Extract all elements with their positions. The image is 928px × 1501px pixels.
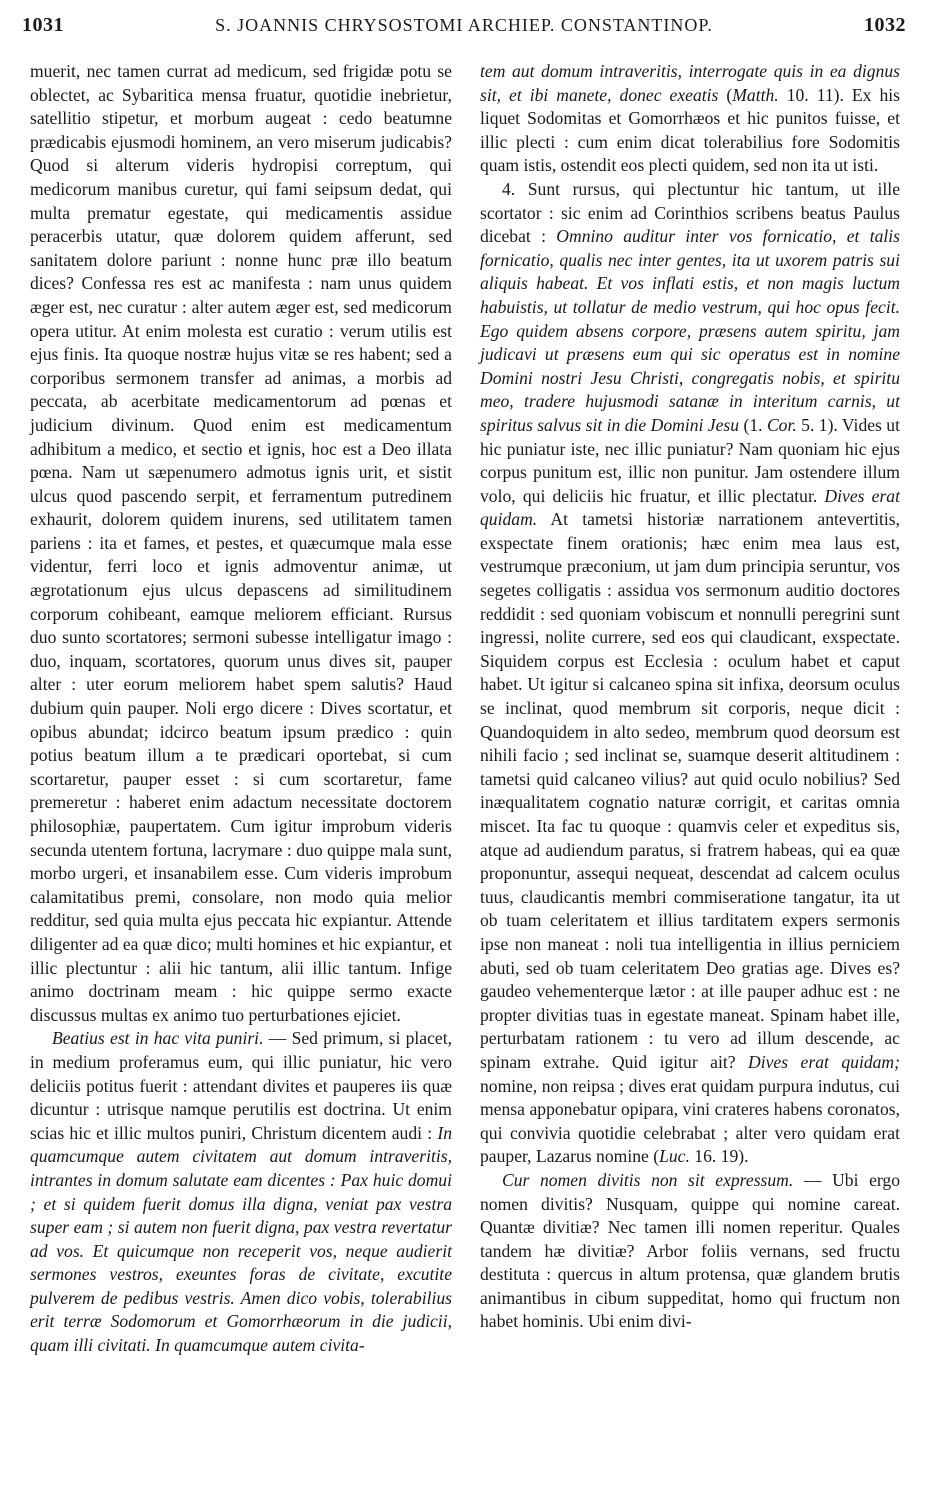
text-run: 4. Sunt rursus, qui plectuntur hic tantum, ut ille scortator : sic enim ad Corinthios scribens beatus Paulus dicebat :	[480, 178, 900, 247]
italic-text-run: In quamcumque autem civitatem aut domum intraveritis, intrantes in domum salutate eam dicentes : Pax huic domui ; et si quidem fuerit domus illa digna, veniat pax vestra super eam ; si autem non fuerit digna, pax vestra revertatur ad vos. Et quicumque non receperit vos, neque audierit sermones vestros, exeuntes foras de civitate, excutite pulverem de pedibus vestris. Amen dico vobis, tolerabilius erit terræ Sodomorum et Gomorrhæorum in die judicii, quam illi civitati. In quamcumque autem civita-	[30, 1122, 452, 1356]
right-page-number: 1032	[864, 14, 906, 36]
text-run: At tametsi historiæ narrationem antevertitis, exspectate finem orationis; hæc enim mea laus est, vestrumque præconium, ut jam dum principia seruntur, vos segetes colligatis : assidua vos sermonum auditio doctores reddidit : sed quoniam vobiscum et nonnulli peregrini sunt ingressi, nolite currere, sed eos qui claudicant, exspectate. Siquidem corpus est Ecclesia : oculum habet et caput habet. Ut igitur si calcaneo spina sit infixa, deorsum oculus se inclinat, quod membrum sit corporis, neque dicit : Quandoquidem in alto sedeo, membrum quod deorsum est nihili facio ; sed inclinat se, suamque deserit altitudinem : tametsi quid calcaneo vilius? aut quid oculo nobilius? Sed inæqualitatem cognatio naturæ corrigit, et caritas omnia miscet. Ita fac tu quoque : quamvis celer et expeditus sis, atque ad audiendum paratus, si fratrem habeas, qui ea quæ proponuntur, assequi nequeat, descendat ad calcem oculus tuus, claudicantis membri commiseratione tangatur, ita ut ob tuam celeritatem et illius tarditatem expers sermonis ipse non maneat : noli tua intelligentia in illius perniciem abuti, sed ob tuam celeritatem Deo gratias age. Dives es? gaudeo vehementerque lætor : at ille pauper adhuc est : ne propter divitias tuas in egestate maneat. Spinam habet ille, perturbatam rationem : tu vero ad illum descende, ac spinam extrahe. Quid igitur ait?	[480, 509, 900, 1072]
page-header	[22, 14, 906, 50]
text-run: (	[718, 84, 733, 105]
italic-text-run: Cor.	[766, 414, 797, 435]
italic-text-run: Matth.	[732, 84, 779, 105]
italic-text-run: Dives erat quidam;	[748, 1051, 900, 1072]
text-run: (1.	[739, 414, 767, 435]
italic-text-run: Dives erat quidam.	[480, 485, 900, 530]
text-run: — Ubi ergo nomen divitis? Nusquam, quippe qui nomine careat. Quantæ divitiæ? Nec tamen illi nomen reperitur. Quales tandem hæ divitiæ? Arbor foliis vernans, sed fructu destituta : quercus in altum protensa, quæ glandem brutis animantibus in cibum suppeditat, homo qui fructum non habet hominis. Ubi enim divi-	[480, 1169, 901, 1332]
left-page-number: 1031	[22, 14, 64, 36]
paragraph	[480, 60, 900, 178]
paragraph	[30, 1027, 452, 1357]
italic-text-run: Omnino auditur inter vos fornicatio, et talis fornicatio, qualis nec inter gentes, ita ut uxorem patris sui aliquis habeat. Et vos inflati estis, et non magis luctum habuistis, ut tollatur de medio vestrum, qui hoc opus fecit. Ego quidem absens corpore, præsens autem spiritu, jam judicavi ut præsens eum qui sic operatus est in nomine Domini nostri Jesu Christi, congregatis nobis, et spiritu meo, tradere hujusmodi satanæ in interitum carnis, ut spiritus salvus sit in die Domini Jesu	[480, 226, 901, 435]
italic-text-run: Beatius est in hac vita puniri.	[52, 1028, 264, 1049]
left-text-column	[30, 60, 452, 1358]
italic-text-run: Cur nomen divitis non sit expressum.	[502, 1169, 794, 1190]
italic-text-run: tem aut domum intraveritis, interrogate quis in ea dignus sit, et ibi manete, donec exeatis	[480, 61, 900, 105]
text-run: — Sed primum, si placet, in medium proferamus eum, qui illic puniatur, hic vero deliciis potitus fuerit : attendant divites et pauperes iis quæ dicuntur : utrisque namque perutilis est doctrina. Ut enim scias hic et illic multos puniri, Christum dicentem audi :	[30, 1028, 452, 1143]
right-text-column	[480, 60, 900, 1334]
text-run: 10. 11). Ex his liquet Sodomitas et Gomorrhæos et hic punitos fuisse, et illic plecti : cum enim dicat tolerabilius fore Sodomitis quam istis, ostendit eos plecti quidem, sed non ita ut isti.	[480, 84, 900, 176]
running-title: S. JOANNIS CHRYSOSTOMI ARCHIEP. CONSTANTINOP.	[215, 15, 713, 35]
text-run: nomine, non reipsa ; dives erat quidam purpura indutus, cui mensa apponebatur opipara, vini crateres habens coronatos, qui convivia quotidie celebrabat ; alter vero quidam erat pauper, Lazarus nomine (	[480, 1075, 900, 1167]
text-run: 16. 19).	[689, 1146, 749, 1167]
paragraph	[480, 1169, 900, 1334]
paragraph	[480, 178, 900, 1169]
text-run: muerit, nec tamen currat ad medicum, sed frigidæ potu se oblectet, ac Sybaritica mensa fruatur, quotidie inebrietur, satellitio stipetur, et morbum augeat : cedo beatumne prædicabis ejusmodi hominem, an vero miserum judicabis? Quod si alterum videris hydropisi correptum, qui medicorum manibus curetur, qui fami seipsum dedat, qui multa prematur egestate, qui medicamentis assidue peracerbis utatur, quæ dolorem quidem afferunt, sed sanitatem dolore pariunt : nonne hunc præ illo beatum dices? Confessa res est ac manifesta : nam unus quidem æger est, nec curatur : alter autem æger est, sed medicorum opera utitur. At enim molesta est curatio : verum utilis est ejus finis. Ita quoque nostræ hujus vitæ se res habent; sed a corporibus sermonem transfer ad animas, a morbis ad peccata, ab acerbitate medicamentorum ad pœnas et judicium divinum. Quod enim est medicamentum adhibitum a medico, et sectio et ignis, hoc est a Deo illata pœna. Nam ut sæpenumero admotus ignis urit, et sistit ulcus quod pascendo serpit, et ferramentum putredinem exhaurit, dolorem quidem inurens, sed utilitatem tamen pariens : ita et fames, et pestes, et quæcumque mala esse videntur, ferri loco et ignis admoventur animæ, ut ægrotationum ejus ulcus depascens ad similitudinem corporum cohibeant, eamque meliorem efficiant. Rursus duo sunto scortatores; sermoni subesse intelligatur imago : duo, inquam, scortatores, quorum unus dives sit, pauper alter : uter eorum meliorem habet spem salutis? Haud dubium quin pauper. Noli ergo dicere : Dives scortatur, et opibus abundat; idcirco beatum ipsum prædico : quin potius beatum illum a te prædicari oportebat, si cum scortaretur, pauper esset : si cum scortaretur, fame premeretur : haberet enim adactum necessitate doctorem philosophiæ, paupertatem. Cum igitur improbum videris secunda utentem fortuna, lacrymare : duo quippe mala sunt, morbo urgeri, et insanabilem esse. Cum videris improbum calamitatibus premi, consolare, non modo quia melior redditur, sed quia multa ejus peccata hic expiantur. Attende diligenter ad ea quæ dico; multi homines et hic expiantur, et illic plectuntur : alii hic tantum, alii illic tantum. Infige animo doctrinam meam : hic quippe sermo exacte discussus multas ex animo tuo perturbationes ejiciet.	[30, 61, 452, 1025]
italic-text-run: Luc.	[659, 1146, 690, 1167]
text-run: 5. 1). Vides ut hic puniatur iste, nec illic puniatur? Nam quoniam hic ejus corpus punitum est, illic non punitur. Jam ostendere illum volo, qui deliciis hic fruatur, et illic plectatur.	[480, 414, 900, 506]
paragraph	[30, 60, 452, 1027]
